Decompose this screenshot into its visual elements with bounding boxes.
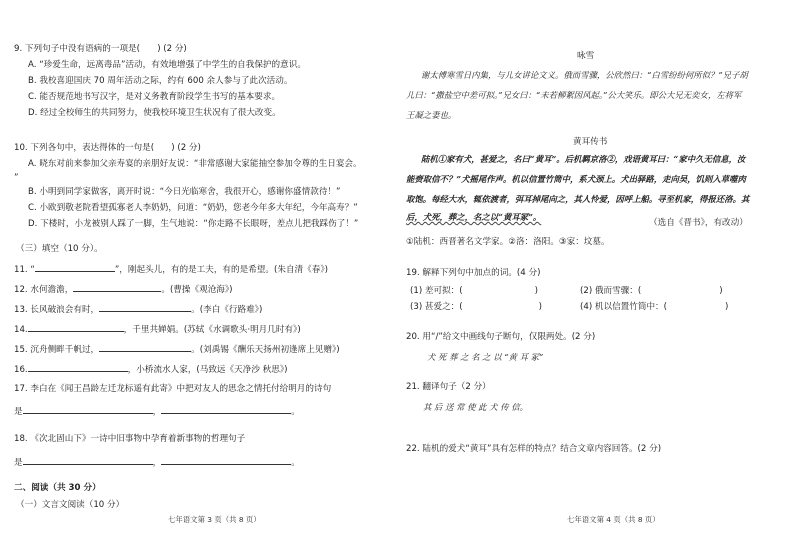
q18-stem: 18. 《次北固山下》一诗中旧事物中孕育着新事物的哲理句子 xyxy=(14,434,246,444)
q19-stem: 19. 解释下列句中加点的词。(4 分) xyxy=(406,268,541,278)
underlined-sentence: 后，犬死，葬之，名之以“黄耳冢”。 xyxy=(406,212,542,222)
page-footer: 七年语文第 4 页（共 8 页） xyxy=(567,515,660,524)
section3-heading: （三）填空（10 分）。 xyxy=(16,244,103,254)
passage-title-yongxue: 咏雪 xyxy=(577,51,595,61)
q19-item-3: (3) 甚爱之：( ) xyxy=(410,302,542,312)
q19-item-1: (1) 差可拟：( ) xyxy=(410,286,538,296)
q20-sentence: 犬 死 葬 之 名 之 以 “黄 耳 冢” xyxy=(427,352,544,362)
passage-line: 王凝之妻也。 xyxy=(406,110,457,120)
q19-item-2: (2) 俄而雪骤：( ) xyxy=(580,286,723,296)
blank[interactable] xyxy=(73,282,161,292)
blank[interactable] xyxy=(28,362,128,372)
q10-stem: 10. 下列各句中，表达得体的一句是( ) (2 分) xyxy=(14,143,201,153)
q10-option-d: D. 下楼时，小龙被别人踩了一脚，生气地说：“你走路不长眼呀，差点儿把我踩伤了！” xyxy=(28,219,359,229)
q16: 16. ，小桥流水人家，(马致远《天净沙 秋思》) xyxy=(14,362,288,376)
blank[interactable] xyxy=(23,404,153,414)
q9-option-c: C. 能否规范地书写汉字，是对义务教育阶段学生书写的基本要求。 xyxy=(28,92,281,102)
q21-sentence: 其 后 送 常 使 此 犬 传 信。 xyxy=(423,402,529,412)
q10-option-b: B. 小明到同学家做客，离开时说：“今日光临寒舍，我很开心，感谢你盛情款待！” xyxy=(28,187,341,197)
q21-stem: 21. 翻译句子（2 分） xyxy=(406,382,491,392)
q10-option-a-tail: ” xyxy=(14,173,19,183)
q22-stem: 22. 陆机的爱犬“黄耳”具有怎样的特点？结合文章内容回答。(2 分) xyxy=(406,444,662,454)
q15: 15. 沉舟侧畔千帆过， 。(刘禹锡《酬乐天扬州初逢席上见赠》) xyxy=(14,342,340,356)
q9-stem: 9. 下列句子中没有语病的一项是( ) (2 分) xyxy=(14,44,187,54)
q11: 11. “ ”，刚起头儿，有的是工夫，有的是希望。(朱自清《春》) xyxy=(14,262,328,276)
q20-stem: 20. 用“/”给文中画线句子断句，仅限两处。(2 分) xyxy=(406,332,596,342)
q13: 13. 长风破浪会有时， 。(李白《行路难》) xyxy=(14,302,262,316)
section2-heading: 二、阅读（共 30 分） xyxy=(14,483,101,493)
q17-stem: 17. 李白在《闻王昌龄左迁龙标遥有此寄》中把对友人的思念之情托付给明月的诗句 xyxy=(14,384,332,394)
blank[interactable] xyxy=(35,262,115,272)
q18-answer: 是 ， 。 xyxy=(14,455,300,469)
passage-line: 谢太傅寒雪日内集，与儿女讲论文义。俄而雪骤，公欣然曰：“白雪纷纷何所似？”兄子胡 xyxy=(421,70,748,80)
passage-line: 儿曰：“撒盐空中差可拟。”兄女曰：“未若柳絮因风起。”公大笑乐。即公大兄无奕女，左将军 xyxy=(406,90,742,100)
passage-title-huanger: 黄耳传书 xyxy=(573,137,608,147)
blank[interactable] xyxy=(99,342,191,352)
passage-line: 能赍取信不？”犬摇尾作声。机以信置竹筒中，系犬颈上。犬出驿路，走向吴，饥则入草噬肉 xyxy=(406,174,746,184)
q12: 12. 水何澹澹， 。(曹操《观沧海》) xyxy=(14,282,233,296)
q10-option-c: C. 小欧到敬老院看望孤寡老人李奶奶，问道：“奶奶，您老今年多大年纪，今年高寿？” xyxy=(28,203,358,213)
blank[interactable] xyxy=(99,302,191,312)
blank[interactable] xyxy=(161,404,291,414)
passage-line: 取饱。每经大水，辄依渡者，弭耳掉尾向之，其人怜爱，因呼上船。寻至机家，得报还洛。其 xyxy=(406,194,750,204)
q19-item-4: (4) 机以信置竹筒中：( ) xyxy=(580,302,729,312)
blank[interactable] xyxy=(23,455,153,465)
footnotes: ①陆机：西晋著名文学家。②洛：洛阳。③家：坟墓。 xyxy=(406,237,610,247)
q9-option-a: A. “珍爱生命，远离毒品”活动，有效地增强了中学生的自我保护的意识。 xyxy=(28,60,306,70)
source-note: （选自《晋书》，有改动） xyxy=(649,218,748,228)
subsection-heading: （一）文言文阅读（10 分） xyxy=(16,500,125,510)
q9-option-d: D. 经过全校师生的共同努力，使我校环境卫生状况有了很大改变。 xyxy=(28,108,281,118)
passage-line: 陆机①家有犬，甚爱之，名曰“黄耳”。后机羁京洛②，戏语黄耳曰：“家中久无信息，汝 xyxy=(421,154,746,164)
q10-option-a: A. 晓东对前来参加父亲寿宴的亲朋好友说：“非常感谢大家能抽空参加令尊的生日宴会。 xyxy=(28,159,362,169)
q9-option-b: B. 我校喜迎国庆 70 周年活动之际，约有 600 余人参与了此次活动。 xyxy=(28,76,293,86)
q17-answer: 是 ， 。 xyxy=(14,404,300,418)
right-page xyxy=(397,0,794,560)
q14: 14. ，千里共婵娟。(苏轼《水调歌头·明月几时有》) xyxy=(14,322,301,336)
blank[interactable] xyxy=(28,322,124,332)
blank[interactable] xyxy=(161,455,291,465)
page-footer: 七年语文第 3 页（共 8 页） xyxy=(168,515,261,524)
